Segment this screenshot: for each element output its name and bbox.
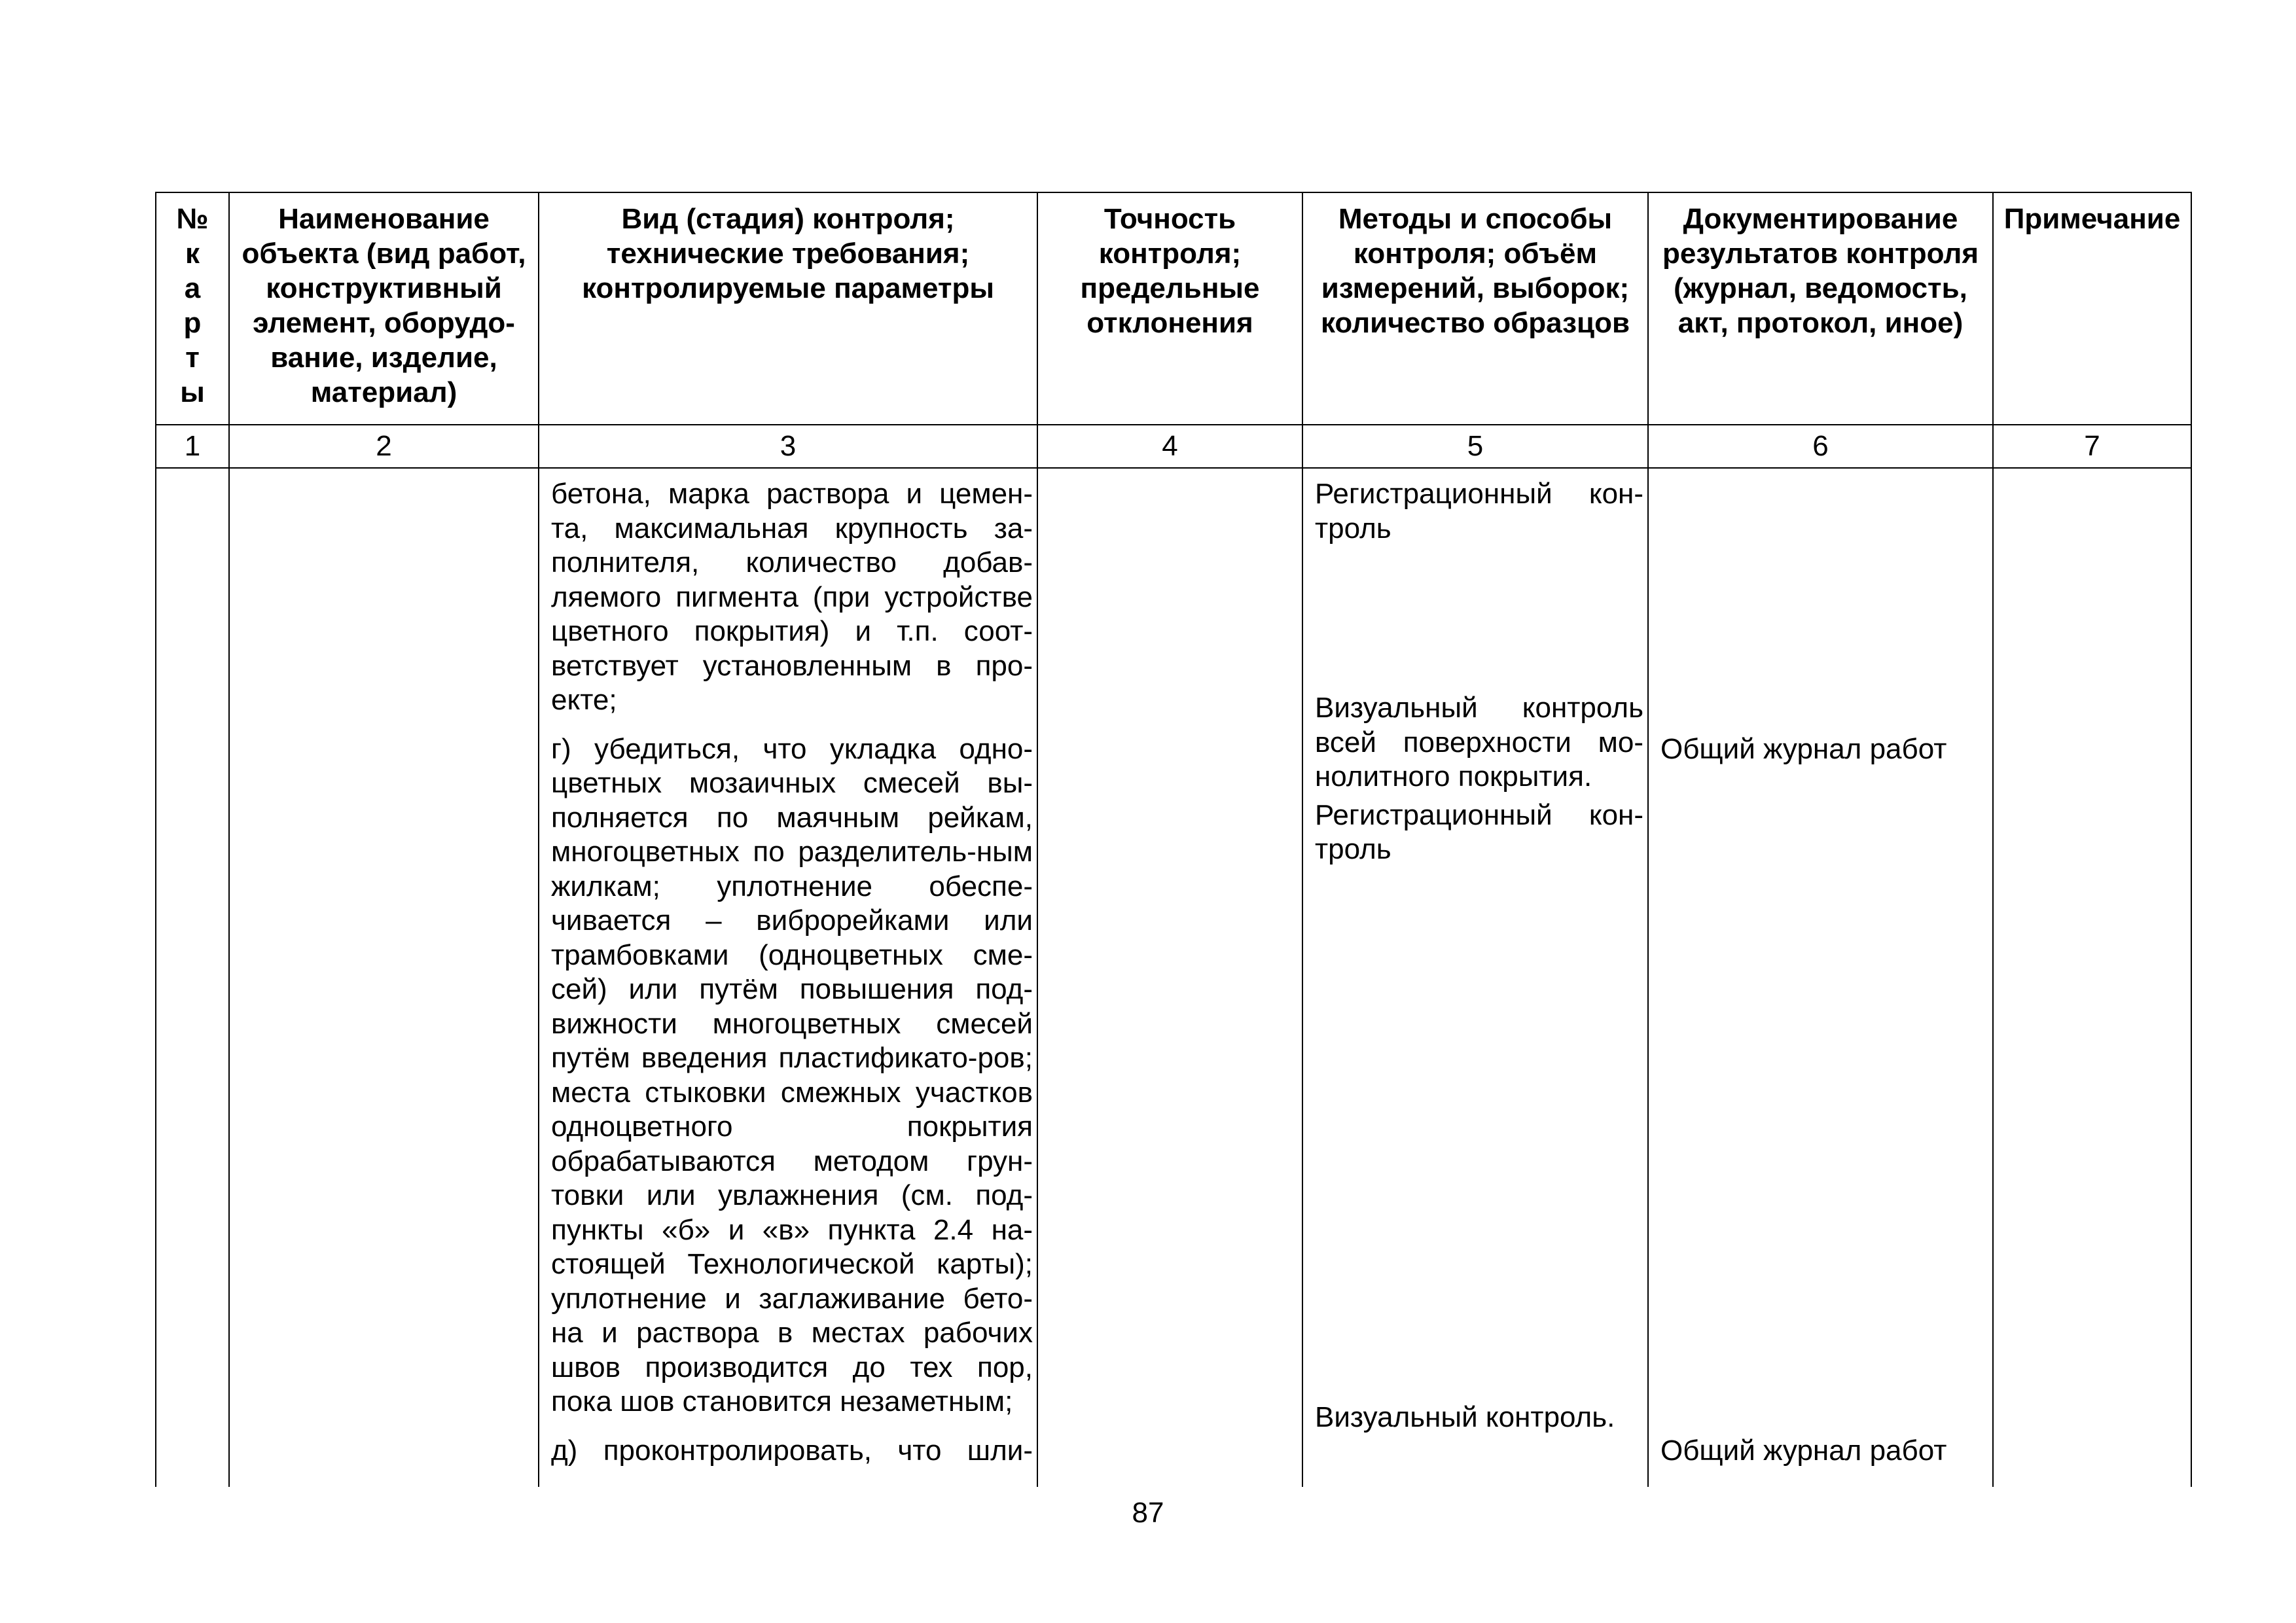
cell-documentation bbox=[1648, 468, 1993, 1487]
cell-accuracy bbox=[1037, 468, 1302, 1487]
header-card-number-char: № bbox=[176, 203, 209, 235]
column-number: 6 bbox=[1648, 425, 1993, 468]
documentation-entry: Общий журнал работ bbox=[1660, 733, 1947, 765]
header-control-type: Вид (стадия) контроля; технические требования; контролируемые параметры bbox=[539, 192, 1037, 425]
documentation-entry: Общий журнал работ bbox=[1660, 1434, 1947, 1467]
cell-control-requirements bbox=[539, 468, 1037, 1487]
cell-card-number bbox=[156, 468, 229, 1487]
header-card-number-char: ы bbox=[180, 376, 205, 408]
method-entry: Визуальный контроль. bbox=[1315, 1400, 1615, 1433]
header-card-number bbox=[156, 192, 229, 425]
column-number: 1 bbox=[156, 425, 229, 468]
cell-note bbox=[1993, 468, 2191, 1487]
header-card-number-char: р bbox=[183, 307, 202, 339]
header-row bbox=[156, 192, 2191, 425]
column-number: 7 bbox=[1993, 425, 2191, 468]
requirement-paragraph: г) убедиться, что укладка одно-цветных мозаичных смесей вы-полняется по маячным рейкам, многоцветных по разделитель-ным жилкам; уплотнение обеспе-чивается – виброрейками или трамбовками (одноцветных сме-сей) или путём повышения под-вижности многоцветных смесей путём введения пластификато-ров; места стыковки смежных участков одноцветного покрытия обрабатываются методом грун-товки или увлажнения (см. под-пункты «б» и «в» пункта 2.4 на-стоящей Технологической карты); уплотнение и заглаживание бето-на и раствора в местах рабочих швов производится до тех пор, пока шов становится незаметным; bbox=[551, 732, 1033, 1418]
header-card-number-char: т bbox=[185, 342, 200, 374]
requirement-paragraph: д) проконтролировать, что шли- bbox=[551, 1434, 1033, 1467]
header-note: Примечание bbox=[1993, 192, 2191, 425]
column-number: 3 bbox=[539, 425, 1037, 468]
header-card-number-char: к bbox=[185, 238, 200, 270]
column-number: 4 bbox=[1037, 425, 1302, 468]
requirement-paragraph: бетона, марка раствора и цемен-та, максимальная крупность за-полнителя, количество добав-ляемого пигмента (при устройстве цветного покрытия) и т.п. соот-ветствует установленным в про-екте; bbox=[551, 478, 1033, 716]
column-number-row bbox=[156, 425, 2191, 468]
method-entry: Регистрационный кон-троль bbox=[1315, 478, 1643, 544]
header-object-name: Наименование объекта (вид работ, конструктивный элемент, оборудо-вание, изделие, материал) bbox=[229, 192, 539, 425]
method-entry: Визуальный контроль всей поверхности мо-нолитного покрытия. bbox=[1315, 692, 1643, 793]
cell-methods bbox=[1302, 468, 1648, 1487]
cell-object-name bbox=[229, 468, 539, 1487]
quality-control-table bbox=[155, 192, 2192, 1487]
column-number: 5 bbox=[1302, 425, 1648, 468]
page-number: 87 bbox=[1132, 1497, 1164, 1529]
method-entry: Регистрационный кон-троль bbox=[1315, 798, 1643, 865]
column-number: 2 bbox=[229, 425, 539, 468]
header-documentation: Документирование результатов контроля (журнал, ведомость, акт, протокол, иное) bbox=[1648, 192, 1993, 425]
header-card-number-char: а bbox=[184, 272, 201, 304]
table-row bbox=[156, 468, 2191, 1487]
header-accuracy: Точность контроля; предельные отклонения bbox=[1037, 192, 1302, 425]
header-methods: Методы и способы контроля; объём измерений, выборок; количество образцов bbox=[1302, 192, 1648, 425]
